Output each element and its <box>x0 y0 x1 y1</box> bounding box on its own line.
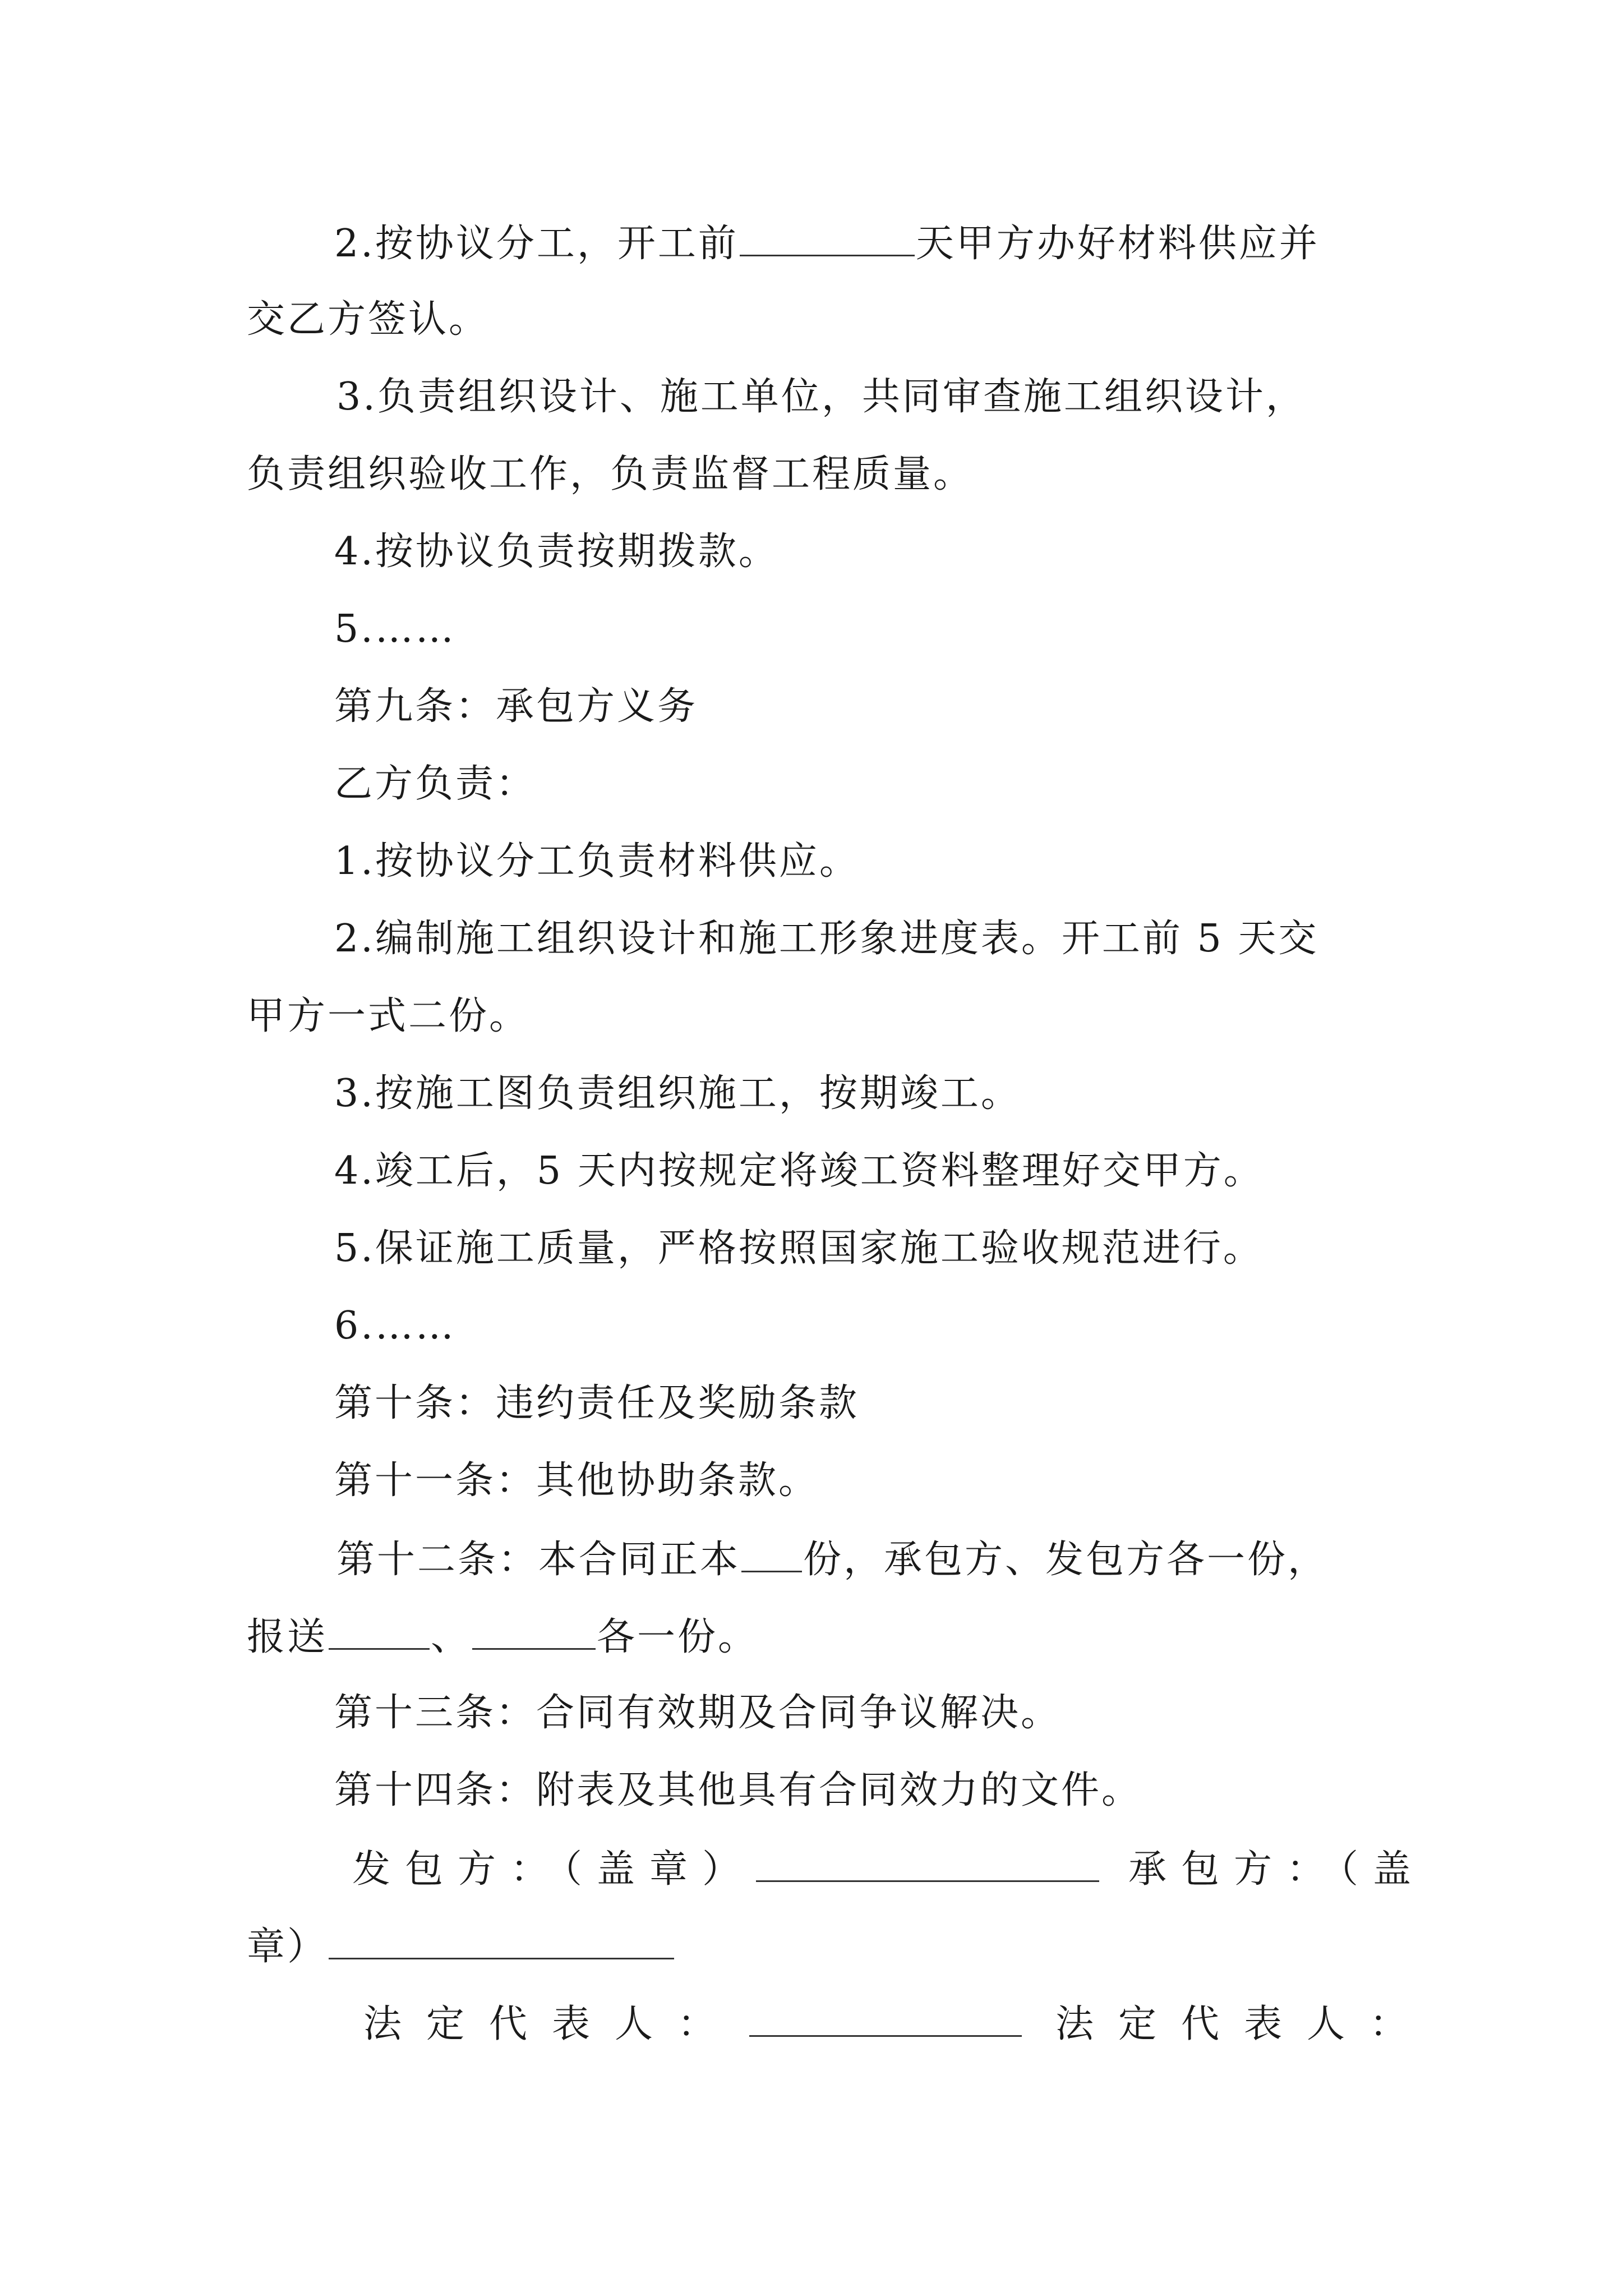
text: 发包方：（盖章） <box>352 1847 755 1892</box>
text: 第十三条：合同有效期及合同争议解决。 <box>334 1691 1062 1735</box>
text: 、 <box>431 1615 472 1659</box>
article-twelve-line-cont <box>247 1613 758 1658</box>
text: 3.负责组织设计、施工单位，共同审查施工组织设计， <box>336 375 1306 419</box>
article-eleven-heading <box>334 1458 819 1503</box>
blank-field-recipient-1 <box>329 1613 430 1650</box>
signature-line-seals-cont <box>247 1923 675 1968</box>
party-b-responsibilities-heading <box>334 762 536 807</box>
text: 第九条：承包方义务 <box>334 684 698 729</box>
signature-line-legal-representatives <box>363 2000 1432 2045</box>
text: 1.按协议分工负责材料供应。 <box>334 839 860 884</box>
text: 承包方：（盖 <box>1128 1847 1426 1892</box>
blank-field-copies <box>741 1536 802 1572</box>
clause-line-party-a-2-cont <box>247 297 489 342</box>
clause-line-party-a-4 <box>334 530 779 574</box>
clause-line-party-b-2-cont <box>247 994 529 1039</box>
blank-field-contractor-seal <box>329 1923 674 1959</box>
blank-field-employer-seal <box>756 1846 1099 1882</box>
article-ten-heading <box>334 1381 859 1426</box>
text: 天甲方办好材料供应并 <box>915 222 1320 266</box>
text: 乙方负责： <box>334 762 537 806</box>
blank-field-recipient-2 <box>472 1613 596 1650</box>
text: 5.保证施工质量，严格按照国家施工验收规范进行。 <box>334 1226 1264 1271</box>
clause-line-party-a-5 <box>334 607 456 652</box>
text: 4.按协议负责按期拨款。 <box>334 530 779 574</box>
clause-line-party-b-2 <box>334 917 1318 961</box>
text: 份，承包方、发包方各一份， <box>803 1538 1329 1582</box>
text: 2.编制施工组织设计和施工形象进度表。开工前 5 天交 <box>334 917 1319 961</box>
clause-line-party-a-2 <box>334 220 1320 265</box>
text: 报送 <box>247 1615 328 1659</box>
clause-line-party-b-1 <box>334 839 860 884</box>
text: 第十条：违约责任及奖励条款 <box>334 1381 860 1425</box>
clause-line-party-b-3 <box>334 1071 1021 1116</box>
clause-line-party-a-3 <box>336 375 1306 420</box>
text: 3.按施工图负责组织施工，按期竣工。 <box>334 1071 1021 1116</box>
article-nine-heading <box>334 684 698 729</box>
text: 章） <box>247 1925 328 1969</box>
text: 甲方一式二份。 <box>247 994 530 1038</box>
text: 法定代表人： <box>1055 2002 1433 2046</box>
text: 5.…… <box>334 607 456 651</box>
blank-field-days <box>740 220 915 256</box>
blank-field-employer-representative <box>749 2000 1022 2037</box>
article-twelve-line <box>336 1536 1328 1581</box>
article-fourteen-heading <box>334 1768 1142 1813</box>
text: 6.…… <box>334 1304 456 1348</box>
text: 第十四条：附表及其他具有合同效力的文件。 <box>334 1768 1142 1812</box>
text: 2.按协议分工，开工前 <box>334 222 739 266</box>
text: 第十二条：本合同正本 <box>336 1538 741 1582</box>
text: 法定代表人： <box>363 2002 741 2046</box>
text: 各一份。 <box>597 1615 759 1659</box>
article-thirteen-heading <box>334 1691 1061 1736</box>
text: 交乙方签认。 <box>247 297 490 342</box>
signature-line-seals <box>352 1846 1426 1890</box>
clause-line-party-b-4 <box>334 1149 1264 1194</box>
text: 负责组织验收工作，负责监督工程质量。 <box>247 452 974 496</box>
clause-line-party-b-6 <box>334 1304 456 1349</box>
text: 第十一条：其他协助条款。 <box>334 1458 819 1503</box>
text: 4.竣工后，5 天内按规定将竣工资料整理好交甲方。 <box>334 1149 1264 1193</box>
clause-line-party-b-5 <box>334 1226 1264 1271</box>
clause-line-party-a-3-cont <box>247 452 974 497</box>
